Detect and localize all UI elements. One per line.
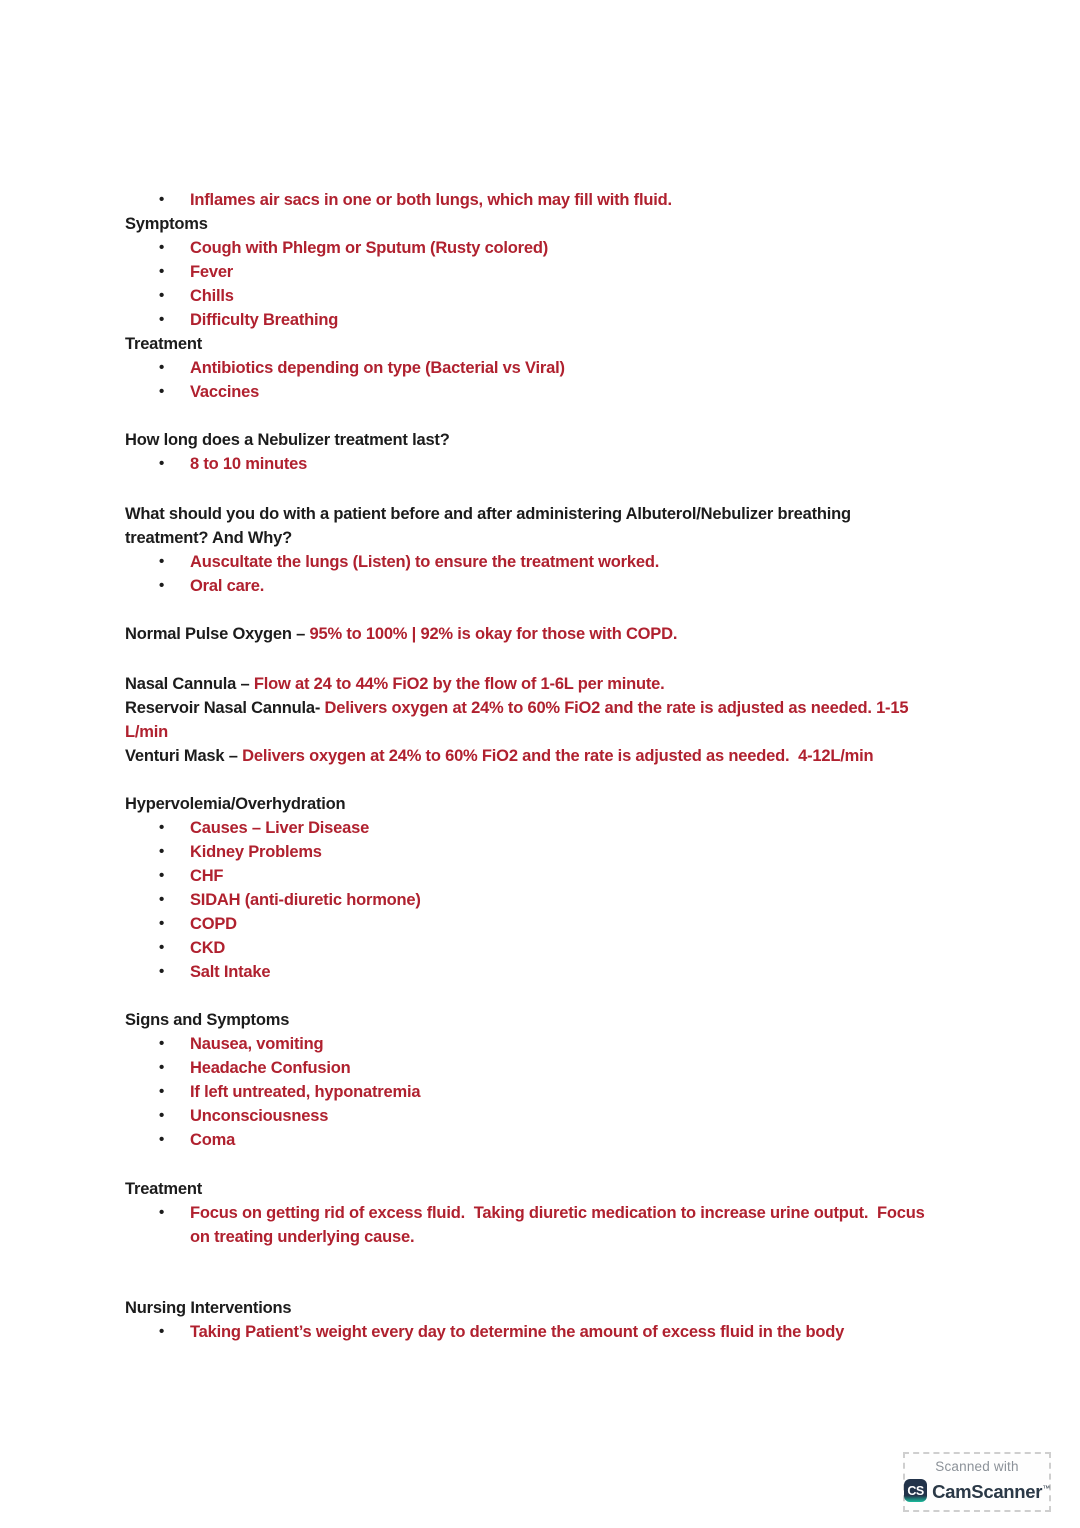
bullet-fever bbox=[125, 260, 1025, 284]
camscanner-cs-logo-text: CS bbox=[907, 1483, 924, 1498]
line-text bbox=[190, 1032, 323, 1056]
bullet-unconsciousness bbox=[125, 1104, 1025, 1128]
line-text bbox=[190, 1320, 844, 1344]
camscanner-badge bbox=[903, 1452, 1051, 1512]
bullet-8-to-10-minutes bbox=[125, 452, 1025, 476]
line-text bbox=[125, 744, 873, 768]
line-text bbox=[125, 332, 202, 356]
line-text bbox=[125, 672, 665, 696]
line-text bbox=[125, 720, 168, 744]
line-text bbox=[125, 502, 851, 526]
line-text bbox=[125, 1177, 202, 1201]
bullet-icon: • bbox=[159, 577, 165, 594]
text-red-segment: Unconsciousness bbox=[190, 1107, 329, 1125]
bullet-ckd bbox=[125, 936, 1025, 960]
para-reservoir-nasal-cannula-line-1 bbox=[125, 696, 1025, 720]
text-red-segment: Causes – Liver Disease bbox=[190, 819, 370, 837]
text-red-segment: Delivers oxygen at 24% to 60% FiO2 and the rate is adjusted as needed. 4-12L/min bbox=[242, 747, 874, 765]
line-text bbox=[190, 236, 548, 260]
bullet-icon: • bbox=[159, 1131, 165, 1148]
text-red-segment: 8 to 10 minutes bbox=[190, 455, 308, 473]
text-red-segment: Auscultate the lungs (Listen) to ensure the treatment worked. bbox=[190, 553, 660, 571]
text-black-segment: What should you do with a patient before and after administering Albuterol/Nebulizer breathing bbox=[125, 505, 851, 523]
text-red-segment: Nausea, vomiting bbox=[190, 1035, 324, 1053]
bullet-antibiotics bbox=[125, 356, 1025, 380]
text-black-segment: treatment? And Why? bbox=[125, 529, 293, 547]
bullet-oral-care bbox=[125, 574, 1025, 598]
camscanner-brand-text: CamScanner bbox=[932, 1481, 1043, 1503]
heading-treatment-1 bbox=[125, 332, 1025, 356]
line-text bbox=[190, 188, 672, 212]
bullet-auscultate bbox=[125, 550, 1025, 574]
bullet-icon: • bbox=[159, 1083, 165, 1100]
line-text bbox=[190, 1104, 328, 1128]
text-red-segment: CKD bbox=[190, 939, 226, 957]
bullet-icon: • bbox=[159, 263, 165, 280]
text-black-segment: Signs and Symptoms bbox=[125, 1011, 290, 1029]
line-text bbox=[190, 574, 264, 598]
line-text bbox=[190, 260, 233, 284]
bullet-icon: • bbox=[159, 1204, 165, 1221]
trademark-symbol: ™ bbox=[1042, 1484, 1050, 1494]
text-red-segment: Delivers oxygen at 24% to 60% FiO2 and the rate is adjusted as needed. 1-15 bbox=[324, 699, 909, 717]
line-text bbox=[190, 380, 259, 404]
line-text bbox=[125, 1296, 291, 1320]
bullet-icon: • bbox=[159, 867, 165, 884]
bullet-icon: • bbox=[159, 1107, 165, 1124]
heading-nursing-interventions bbox=[125, 1296, 1025, 1320]
heading-albuterol-question-line-1 bbox=[125, 502, 1025, 526]
line-text bbox=[190, 284, 234, 308]
bullet-difficulty-breathing bbox=[125, 308, 1025, 332]
camscanner-brand-row bbox=[904, 1477, 1050, 1503]
text-black-segment: Nursing Interventions bbox=[125, 1299, 292, 1317]
text-red-segment: Fever bbox=[190, 263, 234, 281]
para-normal-pulse-oxygen bbox=[125, 622, 1025, 646]
bullet-icon: • bbox=[159, 191, 165, 208]
bullet-coma bbox=[125, 1128, 1025, 1152]
bullet-icon: • bbox=[159, 239, 165, 256]
line-text bbox=[190, 308, 338, 332]
text-red-segment: Chills bbox=[190, 287, 234, 305]
text-black-segment: Reservoir Nasal Cannula- bbox=[125, 699, 325, 717]
text-black-segment: Venturi Mask – bbox=[125, 747, 243, 765]
text-red-segment: Kidney Problems bbox=[190, 843, 322, 861]
line-text bbox=[125, 696, 908, 720]
text-red-segment: Flow at 24 to 44% FiO2 by the flow of 1-6L per minute. bbox=[253, 675, 665, 693]
line-text bbox=[190, 1056, 351, 1080]
bullet-icon: • bbox=[159, 311, 165, 328]
line-text bbox=[125, 212, 208, 236]
heading-nebulizer-duration bbox=[125, 428, 1025, 452]
line-text bbox=[125, 428, 450, 452]
para-nasal-cannula bbox=[125, 672, 1025, 696]
bullet-salt-intake bbox=[125, 960, 1025, 984]
text-red-segment: Inflames air sacs in one or both lungs, which may fill with fluid. bbox=[190, 191, 672, 209]
bullet-icon: • bbox=[159, 963, 165, 980]
text-red-segment: Oral care. bbox=[190, 577, 265, 595]
text-red-segment: L/min bbox=[125, 723, 168, 741]
bullet-cough bbox=[125, 236, 1025, 260]
bullet-inflames-air-sacs bbox=[125, 188, 1025, 212]
bullet-nausea-vomiting bbox=[125, 1032, 1025, 1056]
line-text bbox=[190, 452, 307, 476]
bullet-chills bbox=[125, 284, 1025, 308]
line-text bbox=[190, 1080, 420, 1104]
camscanner-scanned-with-label: Scanned with bbox=[935, 1459, 1019, 1475]
bullet-sidah bbox=[125, 888, 1025, 912]
bullet-icon: • bbox=[159, 891, 165, 908]
document-content bbox=[125, 188, 1025, 1344]
text-red-segment: COPD bbox=[190, 915, 237, 933]
bullet-icon: • bbox=[159, 939, 165, 956]
text-red-segment: SIDAH (anti-diuretic hormone) bbox=[190, 891, 421, 909]
bullet-icon: • bbox=[159, 915, 165, 932]
text-black-segment: Treatment bbox=[125, 1180, 203, 1198]
line-text bbox=[125, 526, 292, 550]
text-red-segment: Antibiotics depending on type (Bacterial vs Viral) bbox=[190, 359, 565, 377]
camscanner-brand-name bbox=[932, 1477, 1050, 1503]
text-red-segment: If left untreated, hyponatremia bbox=[190, 1083, 421, 1101]
line-text bbox=[190, 960, 270, 984]
text-red-segment: 95% to 100% | 92% is okay for those with COPD. bbox=[309, 625, 678, 643]
text-red-segment: Taking Patient’s weight every day to determine the amount of excess fluid in the body bbox=[190, 1323, 845, 1341]
text-red-segment: Difficulty Breathing bbox=[190, 311, 339, 329]
bullet-icon: • bbox=[159, 1323, 165, 1340]
bullet-vaccines bbox=[125, 380, 1025, 404]
para-reservoir-nasal-cannula-line-2 bbox=[125, 720, 1025, 744]
line-text bbox=[190, 864, 223, 888]
line-text bbox=[190, 840, 322, 864]
heading-hypervolemia bbox=[125, 792, 1025, 816]
text-black-segment: How long does a Nebulizer treatment last? bbox=[125, 431, 450, 449]
heading-albuterol-question-line-2 bbox=[125, 526, 1025, 550]
line-text bbox=[190, 550, 659, 574]
line-text bbox=[190, 816, 369, 840]
line-text bbox=[190, 912, 237, 936]
text-red-segment: Headache Confusion bbox=[190, 1059, 351, 1077]
para-venturi-mask bbox=[125, 744, 1025, 768]
text-red-segment: Salt Intake bbox=[190, 963, 271, 981]
bullet-icon: • bbox=[159, 287, 165, 304]
text-red-segment: CHF bbox=[190, 867, 224, 885]
text-red-segment: Coma bbox=[190, 1131, 236, 1149]
bullet-focus-excess-fluid-line-2 bbox=[125, 1225, 1025, 1249]
heading-symptoms bbox=[125, 212, 1025, 236]
text-red-segment: Vaccines bbox=[190, 383, 260, 401]
bullet-causes-liver-disease bbox=[125, 816, 1025, 840]
text-red-segment: Focus on getting rid of excess fluid. Taking diuretic medication to increase urine output. Focus bbox=[190, 1204, 925, 1222]
bullet-icon: • bbox=[159, 843, 165, 860]
line-text bbox=[190, 1128, 235, 1152]
text-black-segment: Normal Pulse Oxygen – bbox=[125, 625, 310, 643]
bullet-icon: • bbox=[159, 819, 165, 836]
line-text bbox=[125, 1008, 289, 1032]
line-text bbox=[190, 1201, 925, 1225]
heading-treatment-2 bbox=[125, 1177, 1025, 1201]
bullet-hyponatremia bbox=[125, 1080, 1025, 1104]
bullet-icon: • bbox=[159, 383, 165, 400]
line-text bbox=[190, 888, 421, 912]
text-black-segment: Hypervolemia/Overhydration bbox=[125, 795, 346, 813]
bullet-focus-excess-fluid-line-1 bbox=[125, 1201, 1025, 1225]
line-text bbox=[125, 622, 677, 646]
bullet-headache-confusion bbox=[125, 1056, 1025, 1080]
text-black-segment: Treatment bbox=[125, 335, 203, 353]
bullet-copd bbox=[125, 912, 1025, 936]
text-black-segment: Nasal Cannula – bbox=[125, 675, 254, 693]
bullet-icon: • bbox=[159, 553, 165, 570]
heading-signs-and-symptoms bbox=[125, 1008, 1025, 1032]
line-text bbox=[190, 1225, 414, 1249]
text-red-segment: Cough with Phlegm or Sputum (Rusty colored) bbox=[190, 239, 549, 257]
camscanner-cs-logo-icon bbox=[904, 1479, 927, 1502]
bullet-kidney-problems bbox=[125, 840, 1025, 864]
bullet-icon: • bbox=[159, 455, 165, 472]
text-black-segment: Symptoms bbox=[125, 215, 208, 233]
bullet-icon: • bbox=[159, 1059, 165, 1076]
bullet-icon: • bbox=[159, 1035, 165, 1052]
line-text bbox=[190, 936, 225, 960]
line-text bbox=[190, 356, 565, 380]
line-text bbox=[125, 792, 345, 816]
bullet-chf bbox=[125, 864, 1025, 888]
bullet-taking-patient-weight bbox=[125, 1320, 1025, 1344]
text-red-segment: on treating underlying cause. bbox=[190, 1228, 415, 1246]
bullet-icon: • bbox=[159, 359, 165, 376]
